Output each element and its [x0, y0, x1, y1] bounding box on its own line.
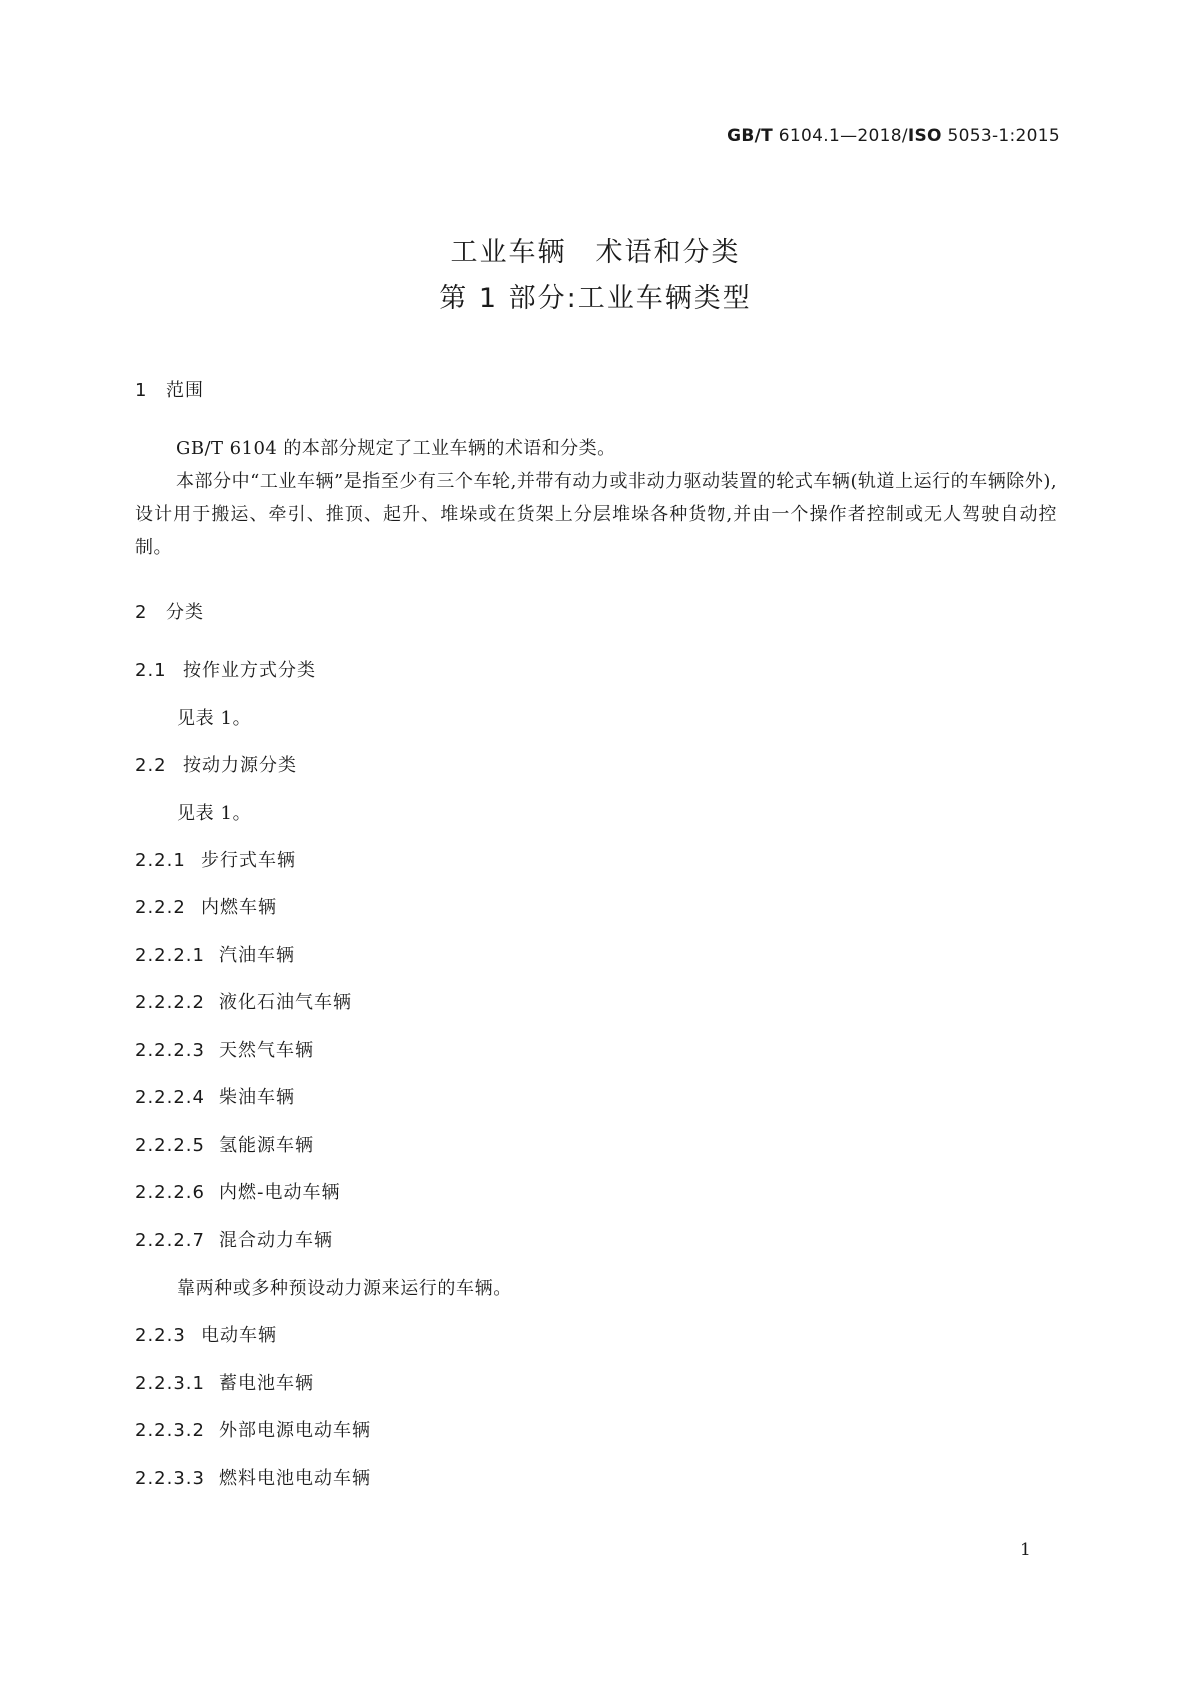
document-title-line2: 第 1 部分:工业车辆类型 [439, 283, 752, 314]
page-number: 1 [1020, 1540, 1031, 1560]
section-2-2-text: 见表 1。 [177, 803, 252, 824]
section-title: 天然气车辆 [219, 1040, 314, 1061]
section-title: 范围 [166, 380, 204, 401]
standard-code-gbt: GB/T [727, 126, 774, 146]
section-2-2-2-7-text: 靠两种或多种预设动力源来运行的车辆。 [177, 1278, 512, 1299]
section-title: 步行式车辆 [201, 850, 296, 871]
section-title: 电动车辆 [201, 1325, 277, 1346]
section-number: 2.2.2.4 [135, 1087, 205, 1108]
section-number: 2.2.2.2 [135, 992, 205, 1013]
section-number: 2.2.3.2 [135, 1420, 205, 1441]
section-number: 2.2 [135, 755, 167, 776]
section-2-2-2-1-heading [135, 941, 295, 967]
scope-paragraph-1: GB/T 6104 的本部分规定了工业车辆的术语和分类。 [176, 438, 616, 459]
section-title: 按动力源分类 [183, 755, 297, 776]
section-number: 2.2.2.1 [135, 945, 205, 966]
section-2-2-3-2-heading [135, 1416, 371, 1442]
section-number: 2.2.2.5 [135, 1135, 205, 1156]
standard-code-number: 6104.1—2018/ [773, 126, 908, 146]
section-title: 蓄电池车辆 [219, 1373, 314, 1394]
section-2-2-3-3-heading [135, 1464, 371, 1490]
section-title: 分类 [166, 602, 204, 623]
section-2-2-2-4-heading [135, 1083, 295, 1109]
section-2-heading [135, 598, 204, 624]
section-number: 2.2.2 [135, 897, 186, 918]
scope-paragraph-2: 本部分中“工业车辆”是指至少有三个车轮,并带有动力或非动力驱动装置的轮式车辆(轨道上运行的车辆除外),设计用于搬运、牵引、推顶、起升、堆垛或在货架上分层堆垛各种货物,并由一个操作者控制或无人驾驶自动控制。 [135, 471, 1057, 558]
section-title: 液化石油气车辆 [219, 992, 352, 1013]
section-2-2-2-heading [135, 893, 277, 919]
document-title-line1: 工业车辆 术语和分类 [450, 237, 741, 268]
section-number: 2.2.2.7 [135, 1230, 205, 1251]
standard-code-header [727, 126, 1060, 146]
section-2-2-2-7-heading [135, 1226, 333, 1252]
section-title: 汽油车辆 [219, 945, 295, 966]
section-2-2-3-heading [135, 1321, 277, 1347]
section-number: 2.1 [135, 660, 167, 681]
section-title: 燃料电池电动车辆 [219, 1468, 371, 1489]
section-2-2-3-1-heading [135, 1369, 314, 1395]
section-2-1-text: 见表 1。 [177, 708, 252, 729]
section-2-2-2-6-heading [135, 1178, 341, 1204]
section-number: 2.2.2.6 [135, 1182, 205, 1203]
section-number: 2.2.3 [135, 1325, 186, 1346]
section-1-heading [135, 376, 204, 402]
standard-code-iso-number: 5053-1:2015 [941, 126, 1060, 146]
section-2-2-2-5-heading [135, 1131, 314, 1157]
section-number: 2.2.3.3 [135, 1468, 205, 1489]
standard-code-iso: ISO [907, 126, 942, 146]
section-title: 外部电源电动车辆 [219, 1420, 371, 1441]
section-title: 按作业方式分类 [183, 660, 316, 681]
section-number: 1 [135, 380, 148, 401]
section-2-2-heading [135, 751, 297, 777]
section-number: 2.2.3.1 [135, 1373, 205, 1394]
section-number: 2 [135, 602, 148, 623]
section-2-1-heading [135, 656, 316, 682]
section-2-2-1-heading [135, 846, 296, 872]
section-number: 2.2.1 [135, 850, 186, 871]
section-2-2-2-2-heading [135, 988, 352, 1014]
section-title: 混合动力车辆 [219, 1230, 333, 1251]
section-title: 内燃-电动车辆 [219, 1182, 341, 1203]
section-2-2-2-3-heading [135, 1036, 314, 1062]
section-title: 内燃车辆 [201, 897, 277, 918]
section-title: 氢能源车辆 [219, 1135, 314, 1156]
section-number: 2.2.2.3 [135, 1040, 205, 1061]
section-title: 柴油车辆 [219, 1087, 295, 1108]
